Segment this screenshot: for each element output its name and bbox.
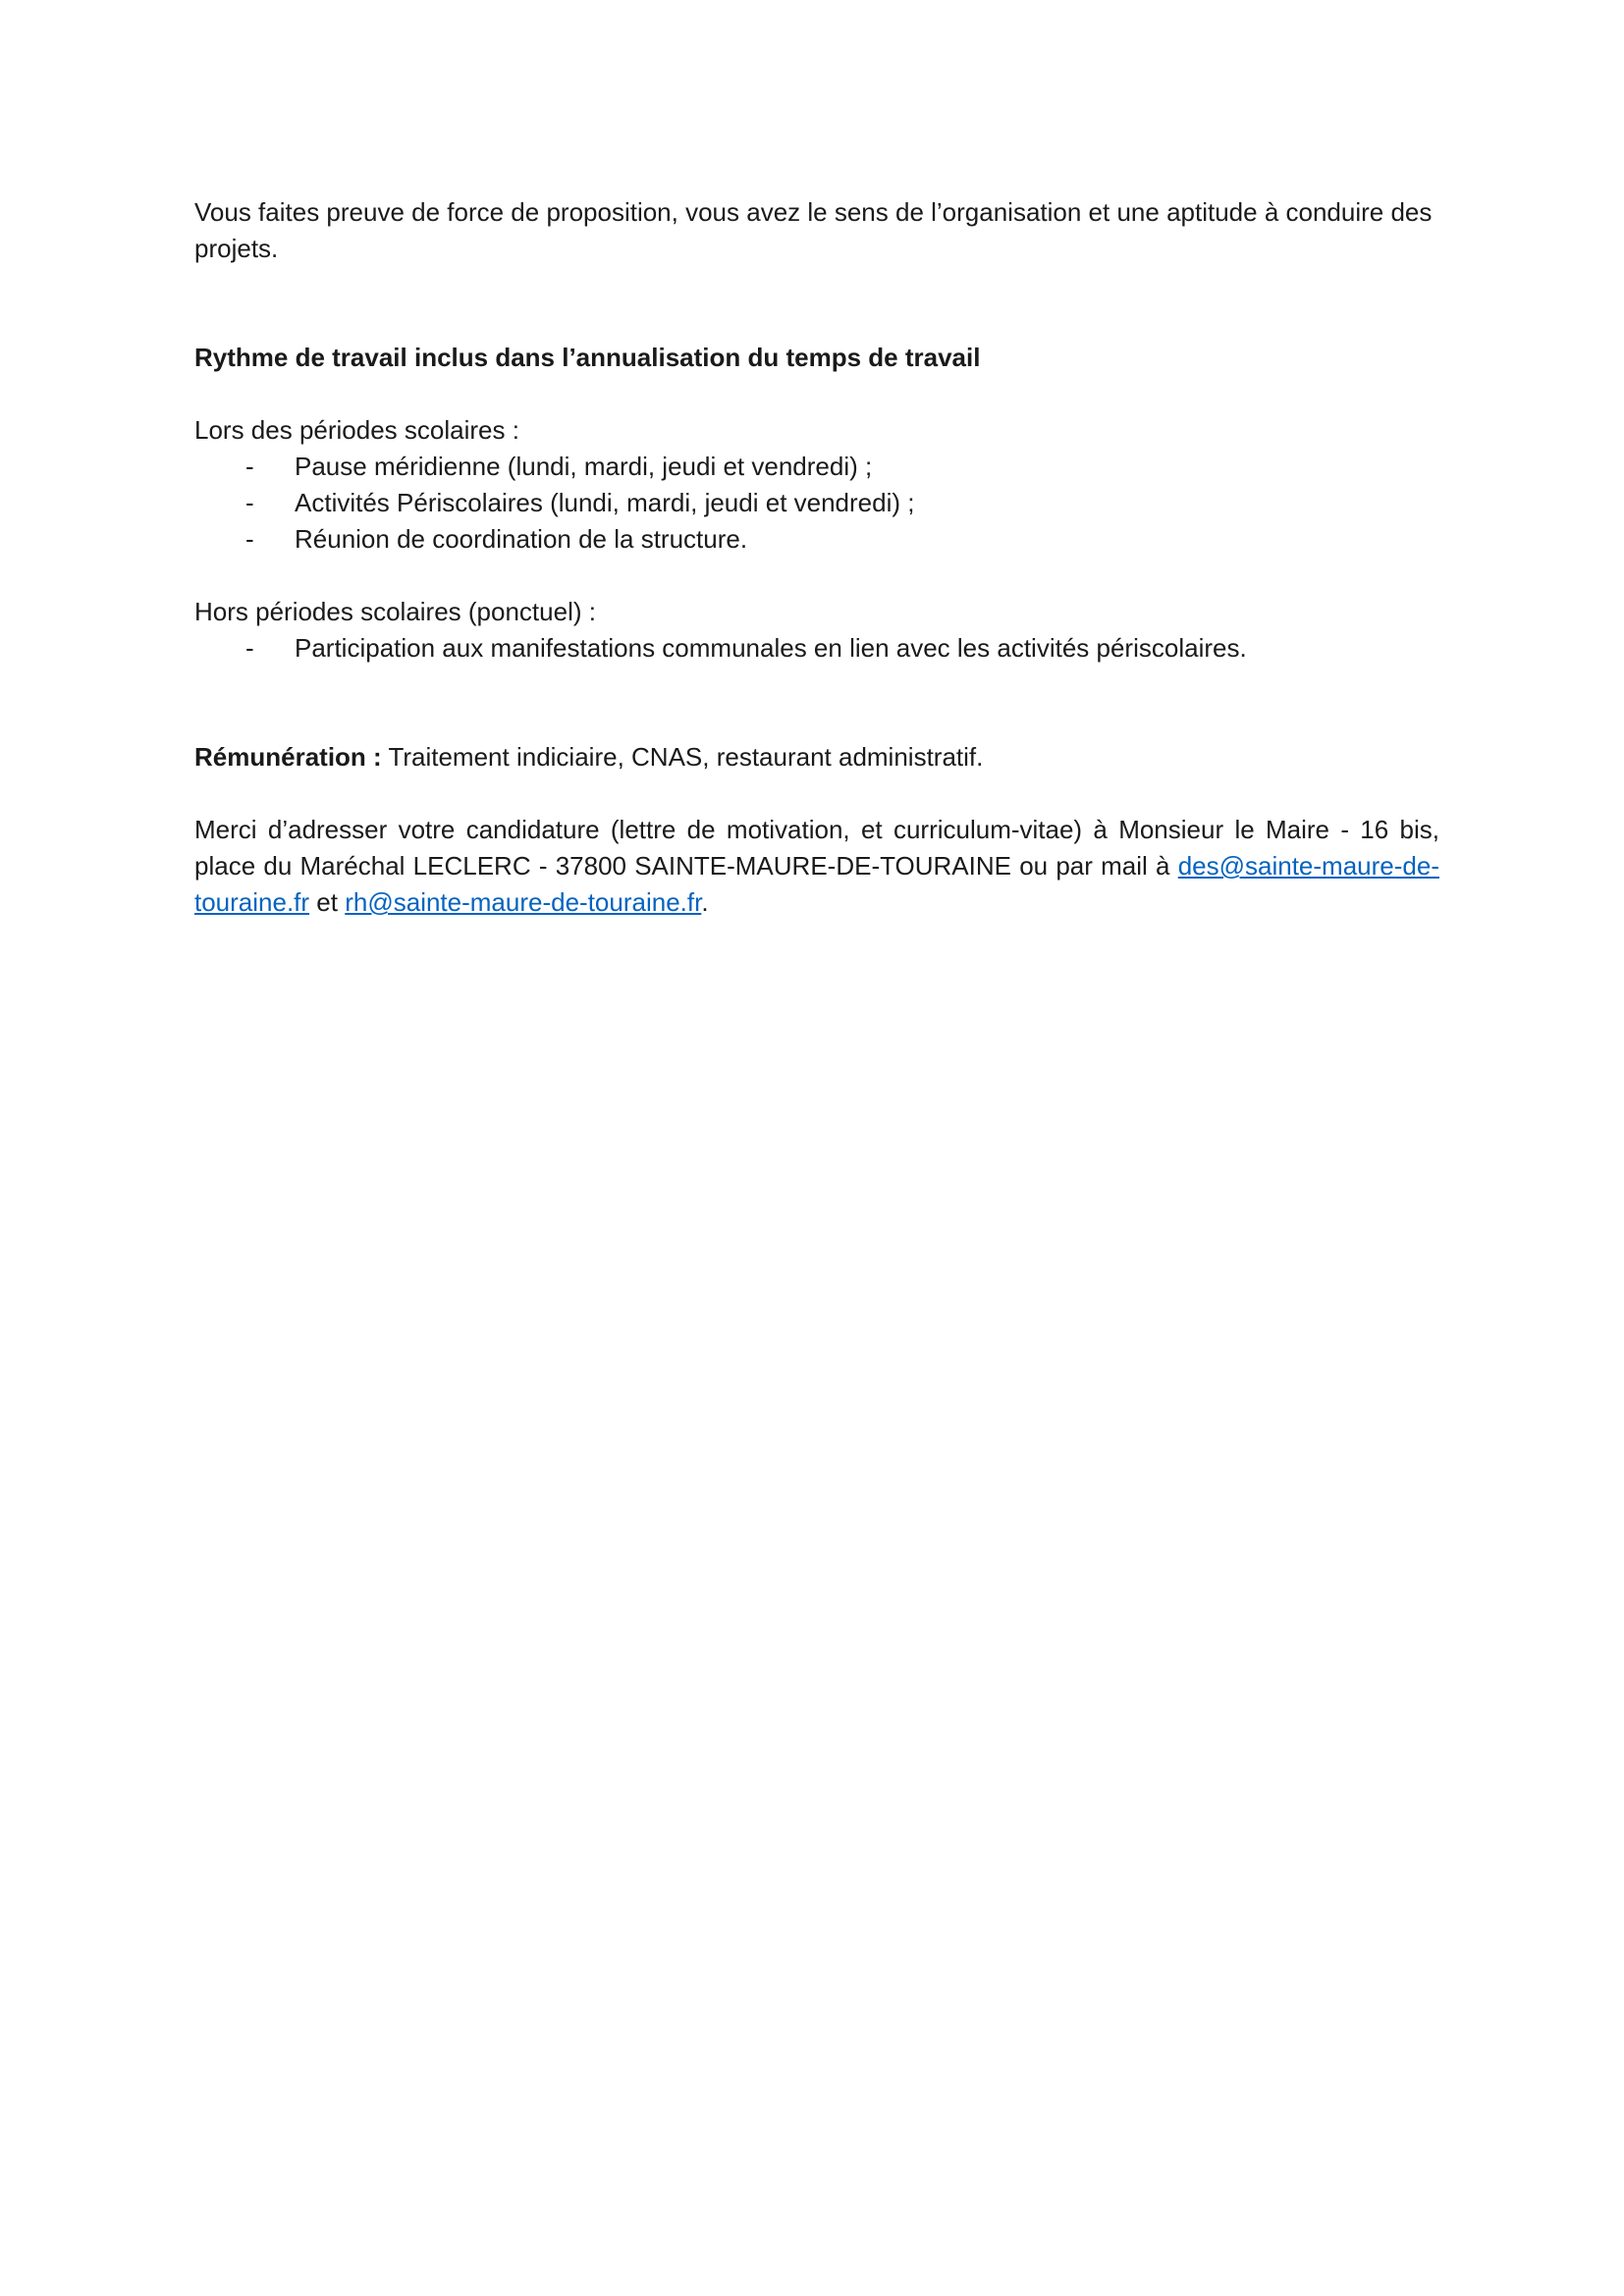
hors-periodes-list [194, 630, 1439, 667]
intro-paragraph: Vous faites preuve de force de proposition, vous avez le sens de l’organisation et une aptitude à conduire des projets. [194, 197, 1433, 263]
candidature-connector: et [309, 887, 346, 917]
candidature-text: Merci d’adresser votre candidature (lettre de motivation, et curriculum-vitae) à Monsieur le Maire - 16 bis, place du Maréchal LECLERC - 37800 SAINTE-MAURE-DE-TOURAINE ou par mail à [194, 815, 1439, 881]
hors-periodes-label: Hors périodes scolaires (ponctuel) : [194, 597, 596, 626]
remuneration-label: Rémunération : [194, 742, 382, 772]
document-page [194, 194, 1439, 921]
hors-periodes-block [194, 594, 1439, 667]
periodes-scolaires-block [194, 412, 1439, 558]
email-link-des[interactable]: des@sainte-maure-de-touraine.fr [194, 851, 1439, 917]
list-item: - Pause méridienne (lundi, mardi, jeudi et vendredi) ; [194, 449, 1439, 485]
list-item: - Activités Périscolaires (lundi, mardi, jeudi et vendredi) ; [194, 485, 1439, 521]
remuneration-paragraph [194, 739, 1439, 775]
periodes-scolaires-list [194, 449, 1439, 558]
email-link-rh[interactable]: rh@sainte-maure-de-touraine.fr [345, 887, 702, 917]
remuneration-text: Traitement indiciaire, CNAS, restaurant administratif. [381, 742, 984, 772]
list-item: - Participation aux manifestations communales en lien avec les activités périscolaires. [194, 630, 1439, 667]
candidature-paragraph [194, 812, 1439, 921]
list-item: - Réunion de coordination de la structure. [194, 521, 1439, 558]
candidature-end: . [701, 887, 709, 917]
periodes-scolaires-label: Lors des périodes scolaires : [194, 415, 519, 445]
section-heading-rythme: Rythme de travail inclus dans l’annualisation du temps de travail [194, 343, 981, 372]
